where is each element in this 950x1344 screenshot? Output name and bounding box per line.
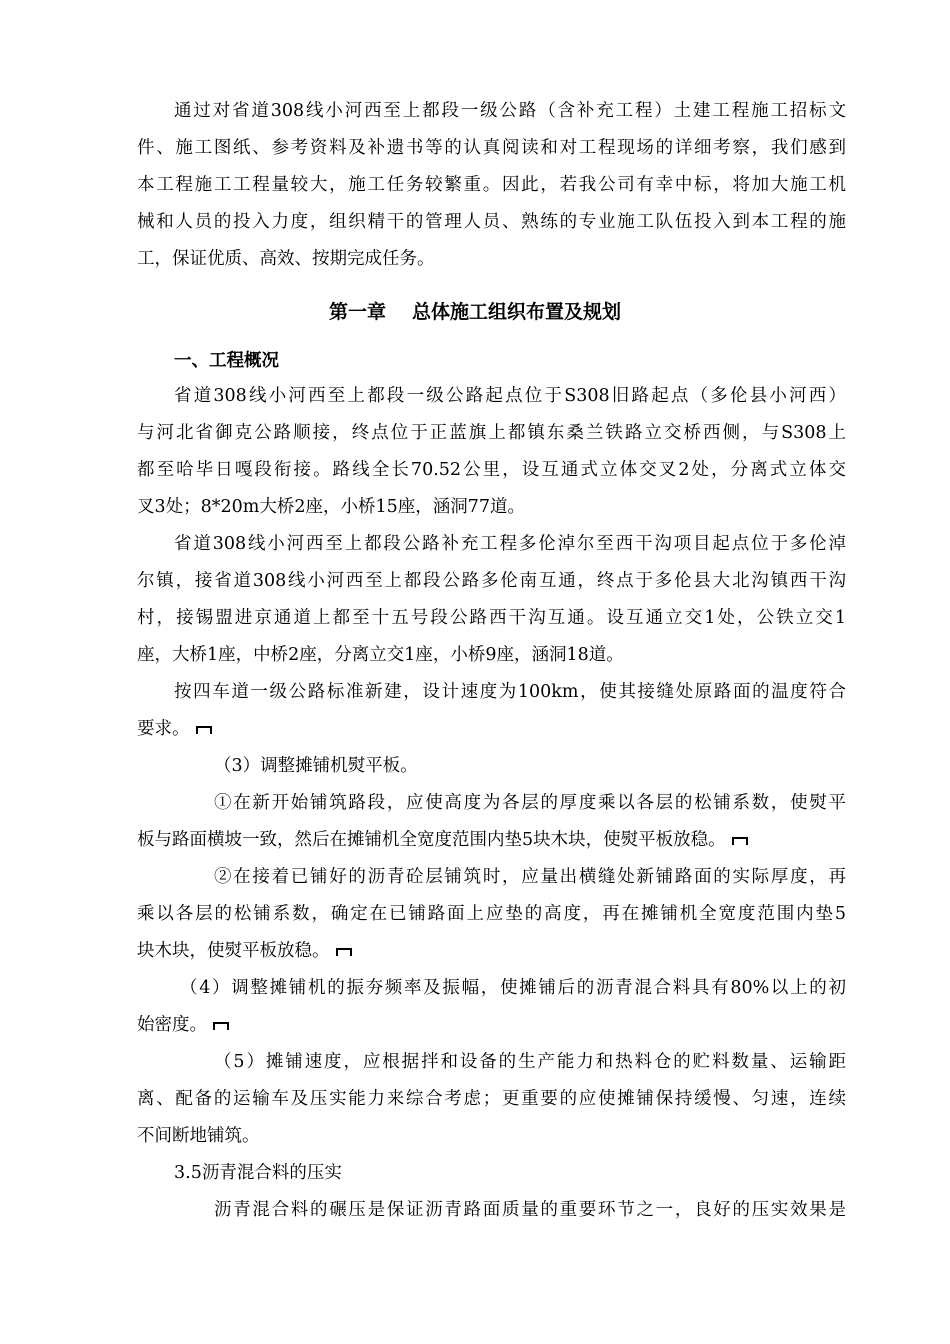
intro-line-2: 件、施工图纸、参考资料及补遗书等的认真阅读和对工程现场的详细考察，我们感到 bbox=[137, 138, 846, 158]
overview-p2-line-1: 省道308线小河西至上都段公路补充工程多伦淖尔至西干沟项目起点位于多伦淖 bbox=[174, 534, 846, 554]
overview-p1-line-1: 省道308线小河西至上都段一级公路起点位于S308旧路起点（多伦县小河西） bbox=[174, 386, 846, 406]
chapter-title bbox=[0, 296, 950, 328]
intro-line-4: 械和人员的投入力度，组织精干的管理人员、熟练的专业施工队伍投入到本工程的施 bbox=[137, 212, 846, 232]
paving-item3b-line-2: 乘以各层的松铺系数，确定在已铺路面上应垫的高度，再在摊铺机全宽度范围内垫5 bbox=[137, 904, 846, 924]
overview-p2-line-2: 尔镇，接省道308线小河西至上都段公路多伦南互通，终点于多伦县大北沟镇西干沟 bbox=[137, 571, 846, 591]
paving-item3-title: （3）调整摊铺机熨平板。 bbox=[214, 756, 418, 776]
section-heading: 一、工程概况 bbox=[174, 351, 279, 371]
intro-line-3: 本工程施工工程量较大，施工任务较繁重。因此，若我公司有幸中标，将加大施工机 bbox=[137, 175, 846, 195]
overview-p2-line-4: 座，大桥1座，中桥2座，分离立交1座，小桥9座，涵洞18道。 bbox=[137, 645, 624, 665]
paving-item5-line-1: （5）摊铺速度，应根据拌和设备的生产能力和热料仓的贮料数量、运输距 bbox=[214, 1052, 846, 1072]
overview-p1-line-3: 都至哈毕日嘎段衔接。路线全长70.52公里，设互通式立体交叉2处，分离式立体交 bbox=[137, 460, 846, 480]
compaction-p1-line-1: 沥青混合料的碾压是保证沥青路面质量的重要环节之一，良好的压实效果是 bbox=[214, 1200, 846, 1220]
paragraph-mark-icon bbox=[196, 726, 212, 734]
paving-item5-line-2: 离、配备的运输车及压实能力来综合考虑；更重要的应使摊铺保持缓慢、匀速，连续 bbox=[137, 1089, 846, 1109]
overview-p2-line-3: 村，接锡盟进京通道上都至十五号段公路西干沟互通。设互通立交1处，公铁立交1 bbox=[137, 608, 846, 628]
intro-line-5: 工，保证优质、高效、按期完成任务。 bbox=[137, 249, 435, 269]
paragraph-mark-icon bbox=[213, 1022, 229, 1030]
paving-item3b-line-1: ②在接着已铺好的沥青砼层铺筑时，应量出横缝处新铺路面的实际厚度，再 bbox=[214, 867, 846, 887]
paving-item4-line-2: 始密度。 bbox=[137, 1010, 229, 1040]
overview-p1-line-2: 与河北省御克公路顺接，终点位于正蓝旗上都镇东桑兰铁路立交桥西侧，与S308上 bbox=[137, 423, 846, 443]
paragraph-mark-icon bbox=[336, 948, 352, 956]
paragraph-mark-icon bbox=[732, 837, 748, 845]
intro-line-1: 通过对省道308线小河西至上都段一级公路（含补充工程）土建工程施工招标文 bbox=[174, 101, 846, 121]
overview-p3-line-2: 要求。 bbox=[137, 714, 212, 744]
overview-p1-line-4: 叉3处；8*20m大桥2座，小桥15座，涵洞77道。 bbox=[137, 497, 526, 517]
chapter-number: 第一章 bbox=[328, 301, 386, 323]
overview-p3-line-1: 按四车道一级公路标准新建，设计速度为100km，使其接缝处原路面的温度符合 bbox=[174, 682, 846, 702]
compaction-heading: 3.5沥青混合料的压实 bbox=[174, 1163, 342, 1183]
chapter-name: 总体施工组织布置及规划 bbox=[412, 301, 622, 323]
paving-item5-line-3: 不间断地铺筑。 bbox=[137, 1126, 260, 1146]
paving-item3b-line-3: 块木块，使熨平板放稳。 bbox=[137, 936, 352, 966]
paving-item3a-line-2: 板与路面横坡一致，然后在摊铺机全宽度范围内垫5块木块，使熨平板放稳。 bbox=[137, 825, 748, 855]
paving-item3a-line-1: ①在新开始铺筑路段，应使高度为各层的厚度乘以各层的松铺系数，使熨平 bbox=[214, 793, 846, 813]
paving-item4-line-1: （4）调整摊铺机的振夯频率及振幅，使摊铺后的沥青混合料具有80%以上的初 bbox=[180, 978, 846, 998]
